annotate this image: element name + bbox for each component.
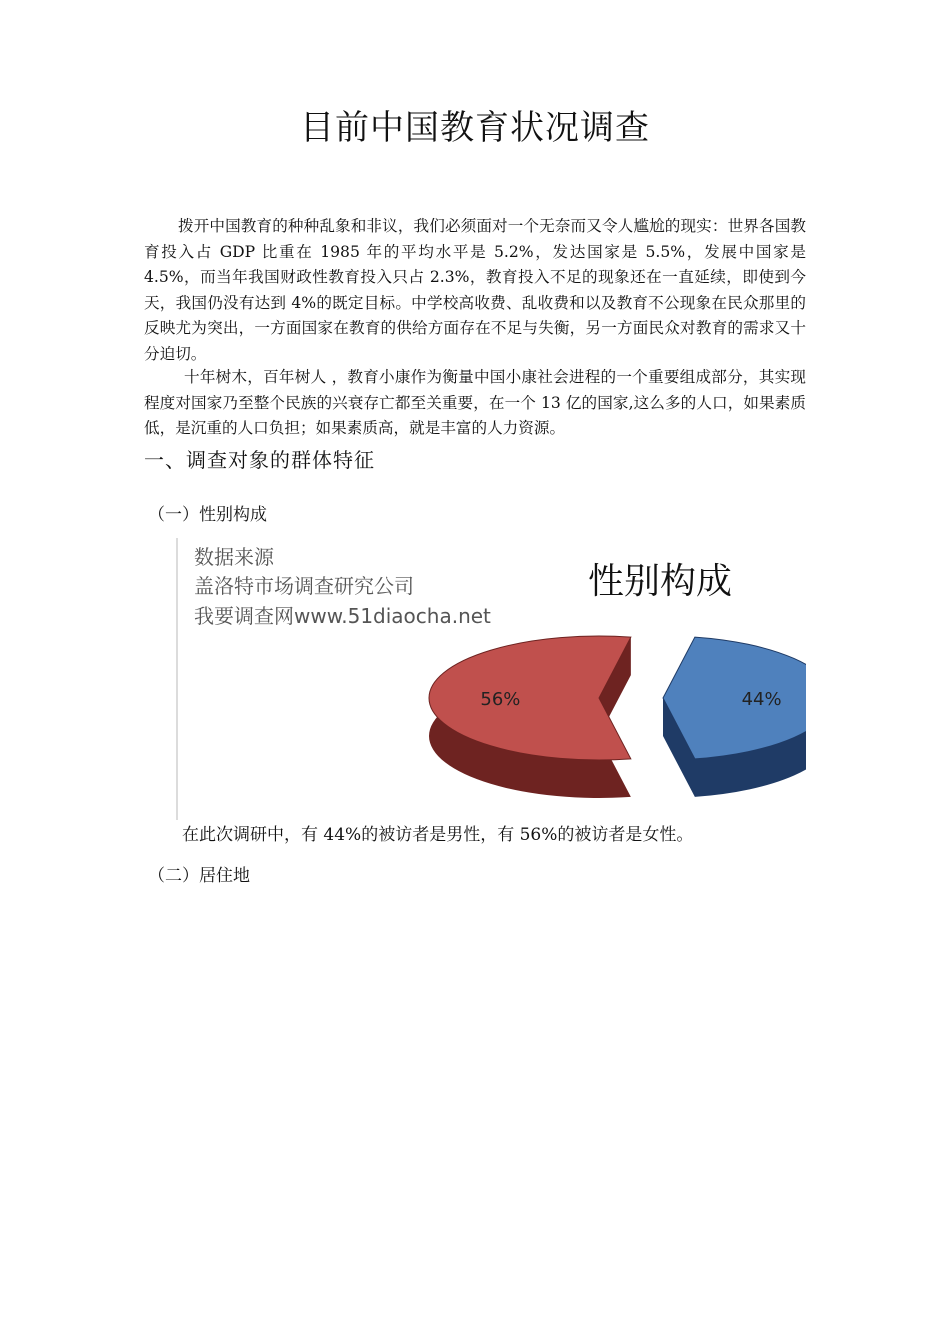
chart-source-line2: 盖洛特市场调查研究公司: [194, 574, 414, 598]
chart-caption: 在此次调研中，有 44%的被访者是男性，有 56%的被访者是女性。: [182, 825, 694, 845]
subsection-residence: （二）居住地: [148, 866, 250, 886]
pie-layer: [429, 636, 806, 798]
pie-slice-label-0: 44%: [741, 689, 782, 710]
pie-slice-label-1: 56%: [480, 689, 521, 710]
second-paragraph: 十年树木，百年树人 ，教育小康作为衡量中国小康社会进程的一个重要组成部分，其实现程度对国家乃至整个民族的兴衰存亡都至关重要，在一个 13 亿的国家,这么多的人口，如果素质低，是沉重的人口负担；如果素质高，就是丰富的人力资源。: [144, 368, 806, 438]
chart-source-line3: 我要调查网www.51diaocha.net: [194, 604, 491, 628]
chart-source-line1: 数据来源: [194, 545, 274, 569]
document-title: 目前中国教育状况调查: [300, 108, 650, 148]
intro-paragraph: 拨开中国教育的种种乱象和非议，我们必须面对一个无奈而又令人尴尬的现实：世界各国教育投入占 GDP 比重在 1985 年的平均水平是 5.2%，发达国家是 5.5%，发展中国家是 4.5%，而当年我国财政性教育投入只占 2.3%，教育投入不足的现象还在一直延续，即使到今天，我国仍没有达到 4%的既定目标。中学校高收费、乱收费和以及教育不公现象在民众那里的反映尤为突出，一方面国家在教育的供给方面存在不足与失衡，另一方面民众对教育的需求又十分迫切。: [144, 217, 806, 363]
chart-title: 性别构成: [587, 561, 733, 602]
gender-chart: [176, 538, 806, 820]
subsection-gender: （一）性别构成: [148, 505, 267, 525]
section-heading: 一、调查对象的群体特征: [144, 448, 375, 472]
pie-chart-svg: [176, 538, 806, 820]
